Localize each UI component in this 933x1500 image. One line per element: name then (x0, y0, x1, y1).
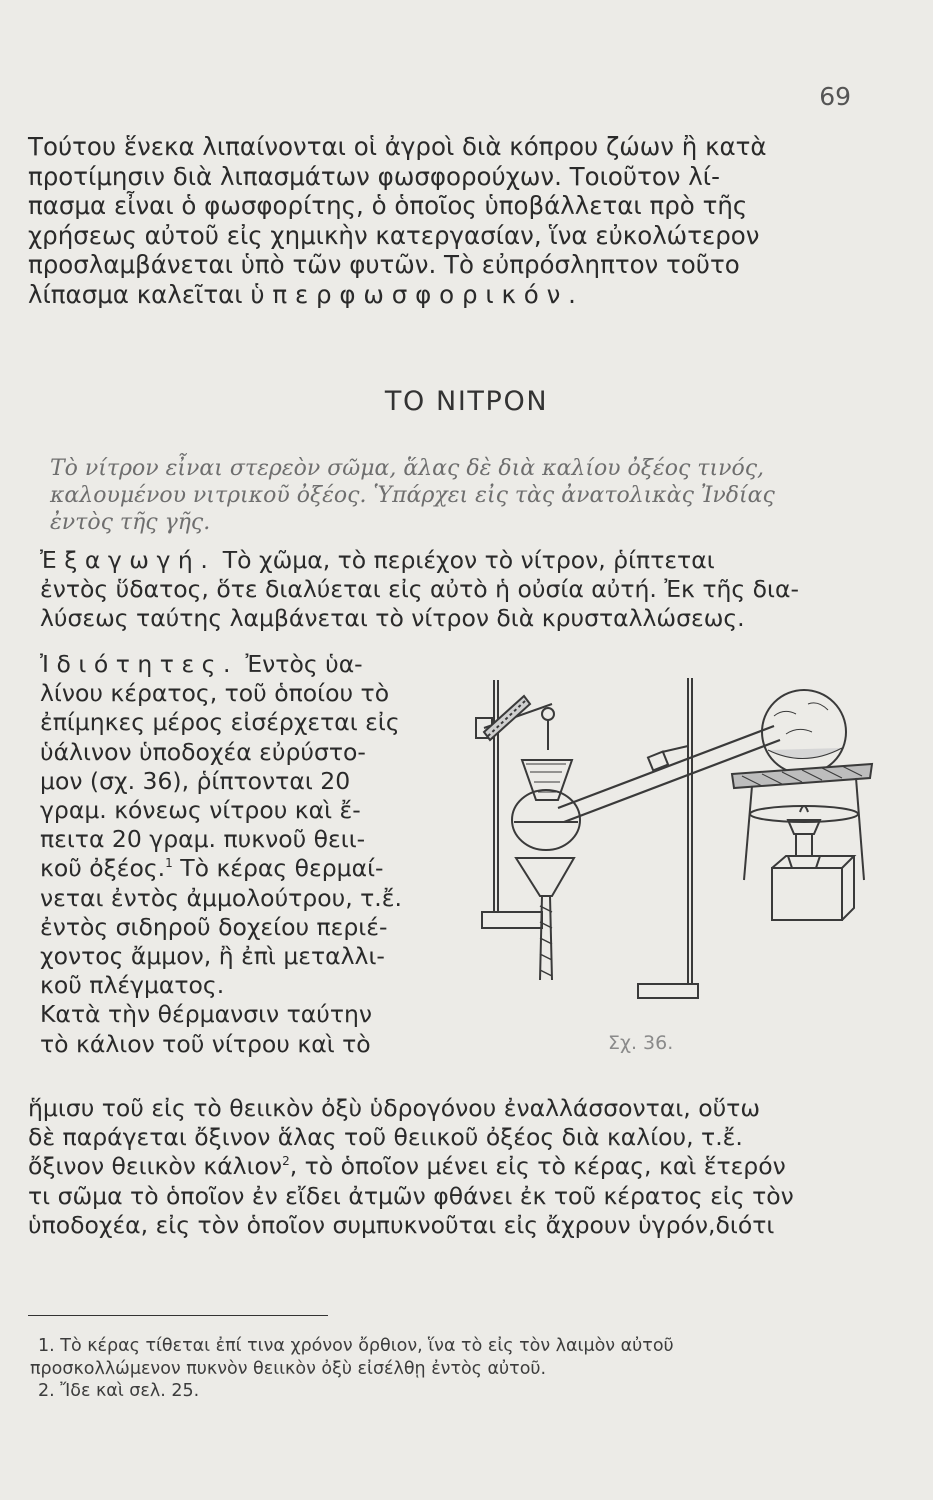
footnotes (30, 1335, 890, 1403)
footnote-line: προσκολλώμενον πυκνὸν θειικὸν ὀξὺ εἰσέλθῃ ἐντὸς αὐτοῦ. (30, 1358, 547, 1379)
text-line: δὲ παράγεται ὄξινον ἅλας τοῦ θειικοῦ ὀξέος διὰ καλίου, τ.ἔ. (28, 1123, 743, 1152)
text-line (40, 650, 440, 679)
footnote-line: 1. Τὸ κέρας τίθεται ἐπί τινα χρόνον ὄρθιον, ἵνα τὸ εἰς τὸν λαιμὸν αὐτοῦ (38, 1336, 674, 1356)
text-line: πειτα 20 γραμ. πυκνοῦ θειι- (40, 825, 366, 854)
text-line: καλουμένου νιτρικοῦ ὀξέος. Ὑπάρχει εἰς τὰς ἀνατολικὰς Ἰνδίας (50, 483, 775, 508)
text-fragment: Τὸ κέρας θερμαί- (172, 854, 384, 883)
properties-heading: Ἰδιότητες. (40, 650, 238, 678)
support-block (772, 868, 842, 920)
continuation-paragraph (28, 1094, 878, 1240)
text-line: προσλαμβάνεται ὑπὸ τῶν φυτῶν. Τὸ εὐπρόσληπτον τοῦτο (28, 250, 740, 279)
text-line (28, 1152, 878, 1181)
retort-neck (558, 726, 774, 808)
text-fragment: , τὸ ὁποῖον μένει εἰς τὸ κέρας, καὶ ἕτερόν (289, 1152, 786, 1181)
text-line: ἐπίμηκες μέρος εἰσέρχεται εἰς (40, 708, 400, 737)
wire-gauze (732, 764, 872, 788)
text-fragment: . (568, 279, 576, 309)
text-line: ἥμισυ τοῦ εἰς τὸ θειικὸν ὀξὺ ὑδρογόνου ἐναλλάσσονται, οὕτω (28, 1094, 760, 1122)
text-line: πασμα εἶναι ὁ φωσφορίτης, ὁ ὁποῖος ὑποβάλλεται πρὸ τῆς (28, 191, 748, 220)
text-line (40, 854, 440, 883)
text-line: ἐντὸς τῆς γῆς. (50, 510, 211, 535)
text-line: χοντος ἄμμον, ἢ ἐπὶ μεταλλι- (40, 942, 385, 971)
extraction-paragraph (40, 546, 890, 634)
properties-paragraph (40, 650, 440, 1059)
text-line: κοῦ πλέγματος. (40, 971, 225, 1000)
funnel (516, 858, 574, 896)
retort-bulb (762, 690, 846, 774)
text-line: Τὸ νίτρον εἶναι στερεὸν σῶμα, ἅλας δὲ διὰ καλίου ὀξέος τινός, (50, 456, 765, 481)
text-line: ἐντὸς ὕδατος, ὅτε διαλύεται εἰς αὐτὸ ἡ οὐσία αὐτή. Ἐκ τῆς δια- (40, 575, 799, 604)
definition-paragraph (50, 455, 880, 536)
text-line: Κατὰ τὴν θέρμανσιν ταύτην (40, 1000, 373, 1029)
retort-apparatus-illustration (462, 660, 882, 1040)
text-fragment: κοῦ ὀξέος. (40, 854, 166, 883)
tripod-leg (744, 786, 752, 880)
text-fragment: Ἐντὸς ὑα- (238, 650, 363, 678)
extraction-heading: Ἐξαγωγή. (40, 546, 216, 574)
text-line: τὸ κάλιον τοῦ νίτρου καὶ τὸ (40, 1029, 371, 1058)
text-fragment: ὄξινον θειικὸν κάλιον (28, 1152, 283, 1181)
text-line: ἐντὸς σιδηροῦ δοχείου περιέ- (40, 912, 388, 941)
footnote-ref: 2 (282, 1154, 290, 1169)
text-line: ὑάλινον ὑποδοχέα εὐρύστο- (40, 737, 366, 766)
text-line: λίνου κέρατος, τοῦ ὁποίου τὸ (40, 679, 390, 708)
text-line: Τούτου ἕνεκα λιπαίνονται οἱ ἀγροὶ διὰ κόπρου ζώων ἢ κατὰ (28, 132, 767, 161)
footnote-ref: 1 (165, 856, 173, 871)
text-fragment: Τὸ χῶμα, τὸ περιέχον τὸ νίτρον, ῥίπτεται (215, 546, 715, 574)
intro-paragraph (28, 132, 868, 309)
text-fragment: λίπασμα καλεῖται (28, 279, 251, 309)
text-line: χρήσεως αὐτοῦ εἰς χημικὴν κατεργασίαν, ἵνα εὐκολώτερον (28, 220, 760, 250)
text-line: γραμ. κόνεως νίτρου καὶ ἔ- (40, 796, 361, 825)
text-line: τι σῶμα τὸ ὁποῖον ἐν εἴδει ἀτμῶν φθάνει ἐκ τοῦ κέρατος εἰς τὸν (28, 1181, 794, 1210)
text-line: μον (σχ. 36), ῥίπτονται 20 (40, 766, 351, 795)
text-line: προτίμησιν διὰ λιπασμάτων φωσφορούχων. Τοιοῦτον λί- (28, 161, 720, 191)
figure-caption: Σχ. 36. (608, 1032, 674, 1054)
text-line: ὑποδοχέα, εἰς τὸν ὁποῖον συμπυκνοῦται εἰς ἄχρουν ὑγρόν,διότι (28, 1210, 775, 1239)
section-title: ΤΟ ΝΙΤΡΟΝ (384, 386, 549, 417)
spaced-term: ὑπερφωσφορικόν (250, 279, 569, 309)
footnote-line: 2. Ἴδε καὶ σελ. 25. (38, 1381, 200, 1401)
text-line (40, 546, 890, 575)
text-line: νεται ἐντὸς ἀμμολούτρου, τ.ἔ. (40, 883, 402, 912)
stand-base-left (482, 912, 542, 928)
page-number: 69 (819, 82, 851, 111)
text-line: λύσεως ταύτης λαμβάνεται τὸ νίτρον διὰ κρυσταλλώσεως. (40, 604, 745, 633)
footnote-separator (28, 1315, 328, 1316)
text-line (28, 280, 868, 310)
